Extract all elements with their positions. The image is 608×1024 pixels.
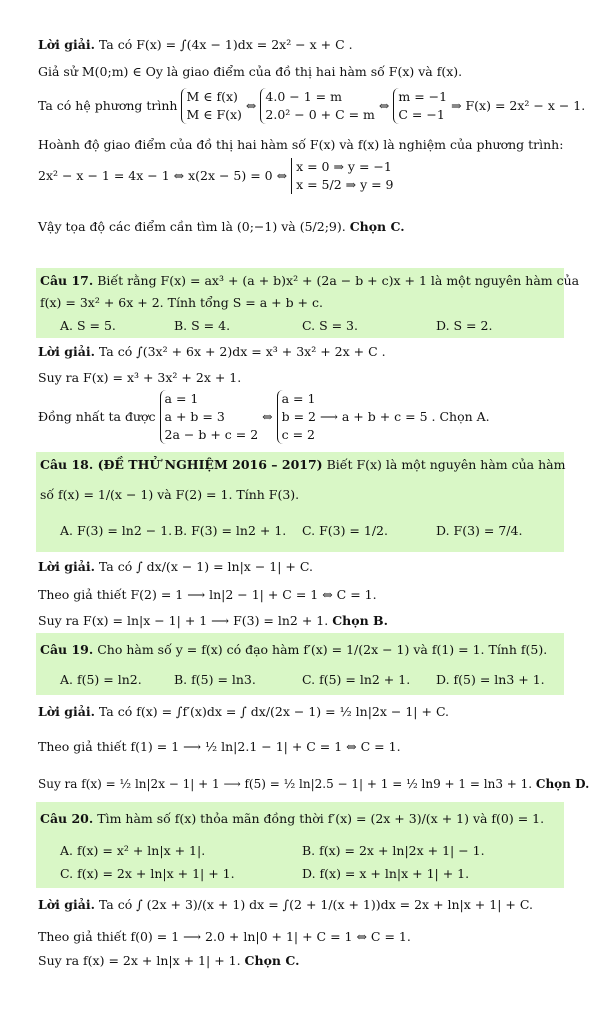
question-box	[36, 802, 564, 888]
equation: x = 0 ⇒ y = −1	[296, 159, 392, 174]
option-b: B. f(5) = ln3.	[174, 672, 256, 687]
equation-system	[393, 88, 447, 124]
solution-line: Theo giả thiết F(2) = 1 ⟶ ln|2 − 1| + C = 1 ⇔ C = 1.	[38, 587, 377, 602]
equation-system	[181, 88, 241, 124]
option-a: A. f(5) = ln2.	[60, 672, 142, 687]
equation: a = 1	[164, 391, 199, 406]
solution-line: Lời giải. Ta có ∫(3x² + 6x + 2)dx = x³ + 3x² + 2x + C .	[38, 344, 386, 359]
equation: 2a − b + c = 2	[164, 427, 259, 442]
option-d: D. S = 2.	[436, 318, 493, 333]
option-b: B. f(x) = 2x + ln|2x + 1| − 1.	[302, 843, 485, 858]
solution-line: Lời giải. Ta có ∫ (2x + 3)/(x + 1) dx = ∫(2 + 1/(x + 1))dx = 2x + ln|x + 1| + C.	[38, 897, 533, 912]
question-text: Biết rằng F(x) = ax³ + (a + b)x² + (2a − b + c)x + 1 là một nguyên hàm của	[97, 273, 580, 288]
solution-line: Lời giải. Ta có f(x) = ∫f′(x)dx = ∫ dx/(2x − 1) = ½ ln|2x − 1| + C.	[38, 704, 450, 719]
question-line	[40, 456, 566, 474]
option-c: C. F(3) = 1/2.	[302, 523, 388, 538]
equation: M ∈ F(x)	[186, 107, 242, 122]
equation-system	[260, 88, 375, 124]
equation: 2.0² − 0 + C = m	[265, 107, 375, 122]
text: ⇒ F(x) = 2x² − x − 1.	[451, 98, 586, 113]
question-line	[40, 272, 580, 290]
equation: C = −1	[398, 107, 445, 122]
equation: x = 5/2 ⇒ y = 9	[296, 177, 394, 192]
equation: c = 2	[281, 427, 315, 442]
question-line	[40, 641, 560, 659]
solution-line: Lời giải. Ta có F(x) = ∫(4x − 1)dx = 2x² − x + C .	[38, 37, 353, 52]
option-c: C. f(5) = ln2 + 1.	[302, 672, 411, 687]
option-a: A. F(3) = ln2 − 1.	[60, 523, 173, 538]
equation-system	[277, 390, 316, 444]
text: Ta có hệ phương trình	[38, 98, 178, 113]
system-line	[38, 88, 586, 128]
solution-line: Lời giải. Ta có ∫ dx/(x − 1) = ln|x − 1| + C.	[38, 559, 313, 574]
question-title: Câu 18. (ĐỀ THỬ NGHIỆM 2016 – 2017)	[40, 457, 323, 472]
solution-line: Hoành độ giao điểm của đồ thị hai hàm số F(x) và f(x) là nghiệm của phương trình:	[38, 137, 564, 152]
question-line: số f(x) = 1/(x − 1) và F(2) = 1. Tính F(3).	[40, 487, 300, 502]
equivalence: ⇔	[245, 98, 257, 113]
question-box	[36, 633, 564, 695]
equation: a = 1	[281, 391, 316, 406]
question-box	[36, 268, 580, 338]
solution-line: Suy ra f(x) = ½ ln|2x − 1| + 1 ⟶ f(5) = ½ ln|2.5 − 1| + 1 = ½ ln9 + 1 = ln3 + 1. Chọn D.	[38, 777, 590, 791]
system-line	[38, 158, 578, 202]
option-b: B. S = 4.	[174, 318, 231, 333]
question-box	[36, 452, 564, 552]
question-title: Câu 17.	[40, 273, 94, 288]
option-b: B. F(3) = ln2 + 1.	[174, 523, 287, 538]
question-text: Biết F(x) là một nguyên hàm của hàm	[326, 457, 566, 472]
option-d: D. F(3) = 7/4.	[436, 523, 523, 538]
equivalence: ⇔	[378, 98, 390, 113]
option-d: D. f(5) = ln3 + 1.	[436, 672, 545, 687]
option-c: C. f(x) = 2x + ln|x + 1| + 1.	[60, 866, 235, 881]
equation-system	[291, 158, 393, 194]
equation: a + b = 3	[164, 409, 225, 424]
equivalence: ⇔	[262, 409, 273, 424]
text: ⟶ a + b + c = 5 . Chọn A.	[319, 409, 490, 424]
option-a: A. S = 5.	[60, 318, 116, 333]
equation: m = −1	[398, 89, 448, 104]
equation: 4.0 − 1 = m	[265, 89, 342, 104]
option-c: C. S = 3.	[302, 318, 358, 333]
equation-system	[160, 390, 259, 444]
option-d: D. f(x) = x + ln|x + 1| + 1.	[302, 866, 470, 881]
system-line	[38, 390, 578, 446]
solution-line: Suy ra F(x) = ln|x − 1| + 1 ⟶ F(3) = ln2 + 1. Chọn B.	[38, 613, 388, 628]
question-text: Cho hàm số y = f(x) có đạo hàm f′(x) = 1/(2x − 1) và f(1) = 1. Tính f(5).	[97, 642, 548, 657]
solution-line: Theo giả thiết f(0) = 1 ⟶ 2.0 + ln|0 + 1| + C = 1 ⇔ C = 1.	[38, 929, 411, 944]
text: 2x² − x − 1 = 4x − 1 ⇔ x(2x − 5) = 0 ⇔	[38, 168, 288, 183]
option-a: A. f(x) = x² + ln|x + 1|.	[60, 843, 206, 858]
solution-line: Suy ra f(x) = 2x + ln|x + 1| + 1. Chọn C.	[38, 953, 300, 968]
question-line: f(x) = 3x² + 6x + 2. Tính tổng S = a + b + c.	[40, 295, 323, 310]
question-title: Câu 20.	[40, 811, 94, 826]
question-line	[40, 810, 560, 828]
equation: b = 2	[281, 409, 316, 424]
solution-line: Theo giả thiết f(1) = 1 ⟶ ½ ln|2.1 − 1| + C = 1 ⇔ C = 1.	[38, 739, 401, 754]
question-text: Tìm hàm số f(x) thỏa mãn đồng thời f′(x) = (2x + 3)/(x + 1) và f(0) = 1.	[97, 811, 545, 826]
equation: M ∈ f(x)	[186, 89, 238, 104]
question-title: Câu 19.	[40, 642, 94, 657]
text: Đồng nhất ta được	[38, 409, 156, 424]
solution-line: Vậy tọa độ các điểm cần tìm là (0;−1) và (5/2;9). Chọn C.	[38, 219, 405, 234]
solution-line: Giả sử M(0;m) ∈ Oy là giao điểm của đồ thị hai hàm số F(x) và f(x).	[38, 64, 463, 79]
solution-line: Suy ra F(x) = x³ + 3x² + 2x + 1.	[38, 370, 242, 385]
